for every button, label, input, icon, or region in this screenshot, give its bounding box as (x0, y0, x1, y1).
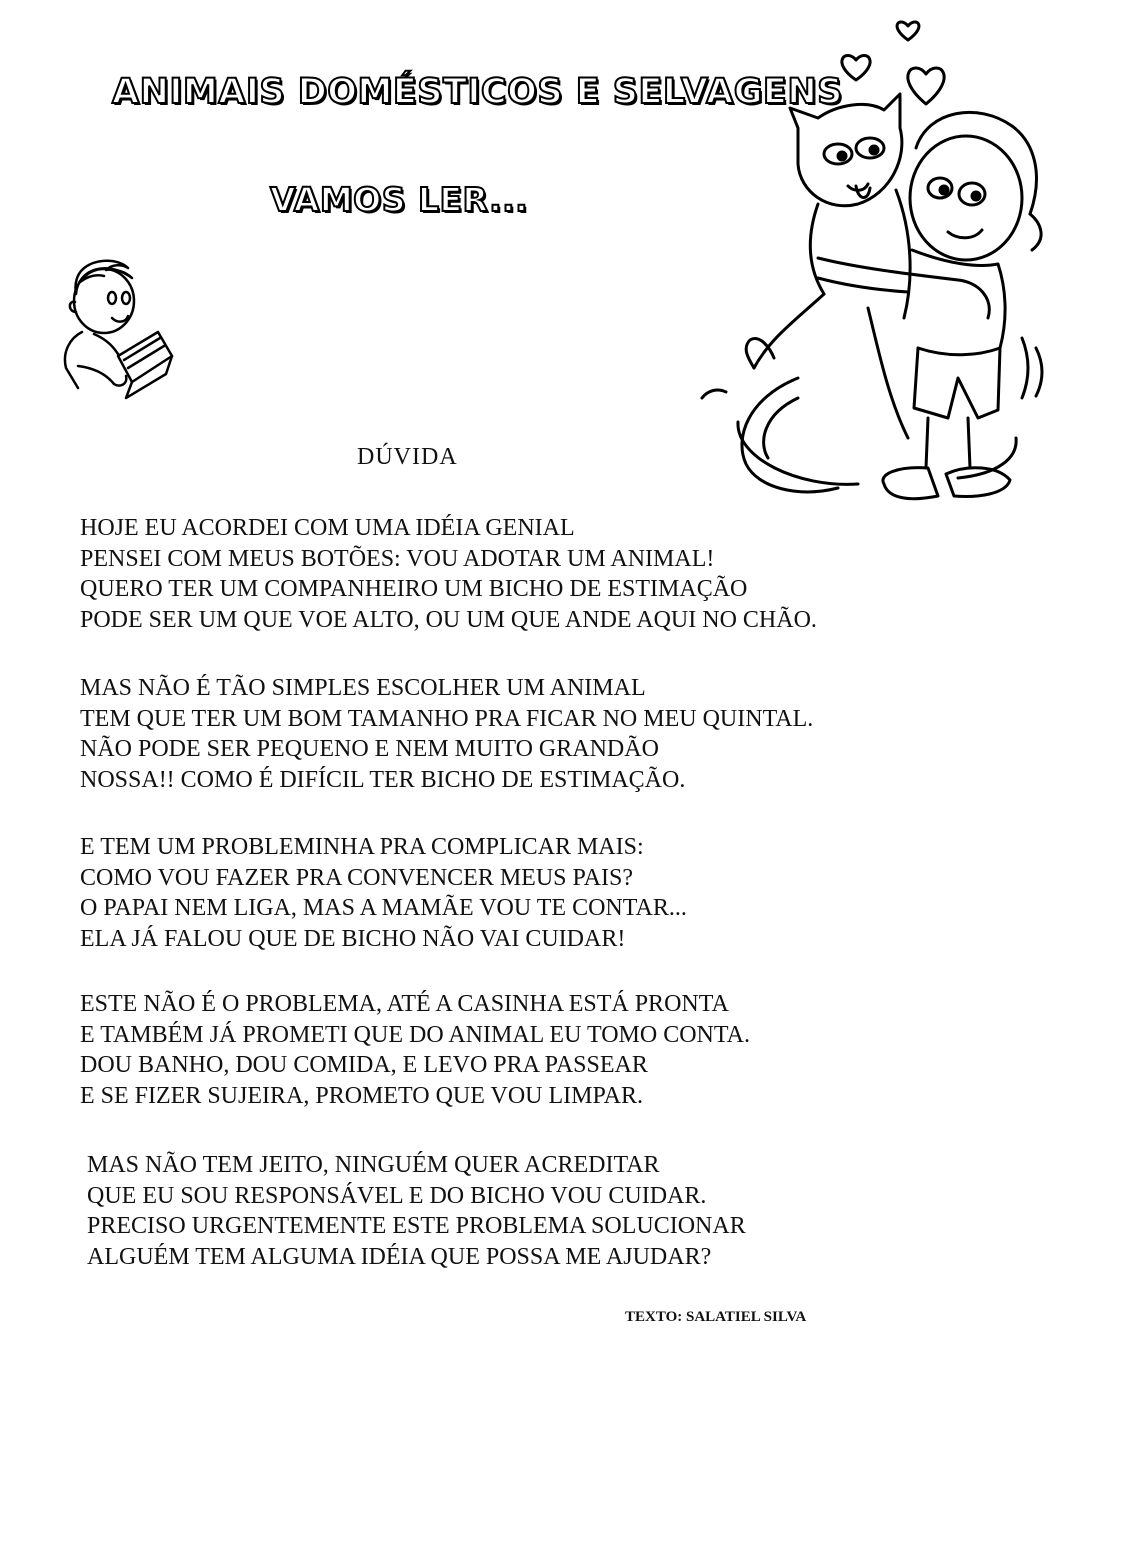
poem-line: PRECISO URGENTEMENTE ESTE PROBLEMA SOLUCIONAR (87, 1213, 746, 1239)
poem-stanza-1 (80, 513, 817, 635)
poem-line: E TEM UM PROBLEMINHA PRA COMPLICAR MAIS: (80, 834, 644, 860)
poem-line: NÃO PODE SER PEQUENO E NEM MUITO GRANDÃO (80, 736, 659, 762)
author-credit: TEXTO: SALATIEL SILVA (625, 1309, 807, 1325)
poem-line: DOU BANHO, DOU COMIDA, E LEVO PRA PASSEAR (80, 1052, 648, 1078)
poem-title: DÚVIDA (357, 444, 458, 470)
poem-line: E TAMBÉM JÁ PROMETI QUE DO ANIMAL EU TOMO CONTA. (80, 1021, 750, 1048)
poem-line: ESTE NÃO É O PROBLEMA, ATÉ A CASINHA ESTÁ PRONTA (80, 991, 729, 1017)
poem-line: PENSEI COM MEUS BOTÕES: VOU ADOTAR UM ANIMAL! (80, 545, 715, 572)
poem-line: COMO VOU FAZER PRA CONVENCER MEUS PAIS? (80, 864, 633, 891)
poem-line: HOJE EU ACORDEI COM UMA IDÉIA GENIAL (80, 515, 575, 541)
worksheet-title: ANIMAIS DOMÉSTICOS E SELVAGENS (112, 72, 843, 112)
boy-reading-book-illustration (48, 256, 178, 406)
poem-line: ALGUÉM TEM ALGUMA IDÉIA QUE POSSA ME AJUDAR? (87, 1243, 712, 1270)
worksheet-subtitle: VAMOS LER... (270, 180, 529, 219)
poem-line: E SE FIZER SUJEIRA, PROMETO QUE VOU LIMPAR. (80, 1082, 643, 1109)
poem-line: NOSSA!! COMO É DIFÍCIL TER BICHO DE ESTIMAÇÃO. (80, 766, 686, 793)
poem-line: O PAPAI NEM LIGA, MAS A MAMÃE VOU TE CONTAR... (80, 895, 687, 921)
poem-line: PODE SER UM QUE VOE ALTO, OU UM QUE ANDE AQUI NO CHÃO. (80, 606, 817, 633)
poem-line: QUE EU SOU RESPONSÁVEL E DO BICHO VOU CUIDAR. (87, 1182, 707, 1209)
poem-stanza-5 (87, 1150, 746, 1272)
poem-line: ELA JÁ FALOU QUE DE BICHO NÃO VAI CUIDAR! (80, 925, 626, 952)
poem-stanza-4 (80, 989, 750, 1111)
poem-stanza-2 (80, 673, 813, 795)
poem-line: MAS NÃO TEM JEITO, NINGUÉM QUER ACREDITAR (87, 1152, 660, 1178)
poem-stanza-3 (80, 832, 687, 954)
poem-line: TEM QUE TER UM BOM TAMANHO PRA FICAR NO MEU QUINTAL. (80, 705, 814, 732)
boy-hugging-cat-illustration (678, 18, 1068, 538)
poem-line: MAS NÃO É TÃO SIMPLES ESCOLHER UM ANIMAL (80, 675, 646, 701)
poem-line: QUERO TER UM COMPANHEIRO UM BICHO DE ESTIMAÇÃO (80, 576, 748, 602)
